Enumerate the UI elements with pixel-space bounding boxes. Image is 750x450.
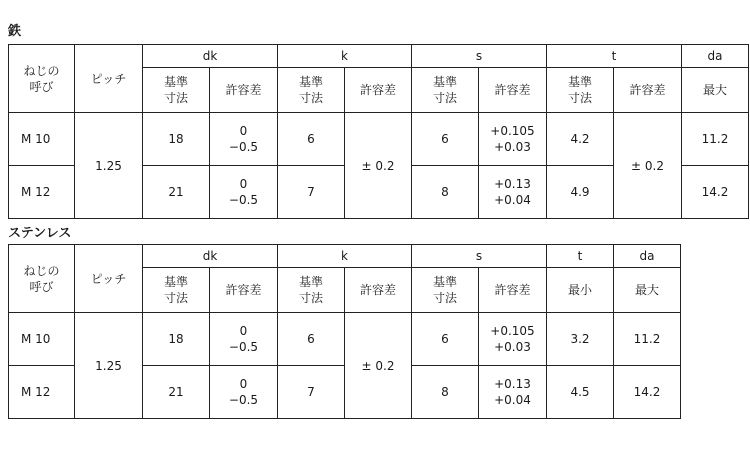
header-s: s <box>412 45 547 68</box>
dk-tolerance-cell: 0 −0.5 <box>210 113 278 166</box>
header-s-tolerance: 許容差 <box>479 268 547 313</box>
header-t-min: 最小 <box>547 268 614 313</box>
s-tolerance-cell: +0.105 +0.03 <box>479 313 547 366</box>
s-cell: 6 <box>412 113 479 166</box>
k-cell: 6 <box>278 113 345 166</box>
k-cell: 6 <box>278 313 345 366</box>
dk-tolerance-cell: 0 −0.5 <box>210 166 278 219</box>
table-row <box>9 313 681 366</box>
pitch-cell: 1.25 <box>75 313 143 419</box>
s-cell: 8 <box>412 366 479 419</box>
stainless-caption: ステンレス <box>8 226 72 241</box>
header-dk-tolerance: 許容差 <box>210 68 278 113</box>
header-dk-nominal: 基準 寸法 <box>143 68 210 113</box>
thread-size-cell: M 12 <box>9 166 75 219</box>
pitch-cell: 1.25 <box>75 113 143 219</box>
header-dk-tolerance: 許容差 <box>210 268 278 313</box>
thread-size-cell: M 10 <box>9 313 75 366</box>
header-thread-size: ねじの 呼び <box>9 45 75 113</box>
s-cell: 8 <box>412 166 479 219</box>
dk-cell: 21 <box>143 166 210 219</box>
header-da-max: 最大 <box>682 68 749 113</box>
dk-tolerance-cell: 0 −0.5 <box>210 366 278 419</box>
header-t-nominal: 基準 寸法 <box>547 68 614 113</box>
header-s-nominal: 基準 寸法 <box>412 268 479 313</box>
header-dk: dk <box>143 245 278 268</box>
t-cell: 4.9 <box>547 166 614 219</box>
s-cell: 6 <box>412 313 479 366</box>
table-row <box>9 113 749 166</box>
header-thread-size: ねじの 呼び <box>9 245 75 313</box>
k-cell: 7 <box>278 366 345 419</box>
header-k-nominal: 基準 寸法 <box>278 268 345 313</box>
dk-cell: 18 <box>143 313 210 366</box>
da-cell: 14.2 <box>682 166 749 219</box>
stainless-spec-table <box>8 244 681 419</box>
k-tolerance-cell: ± 0.2 <box>345 313 412 419</box>
header-k: k <box>278 45 412 68</box>
t-cell: 4.5 <box>547 366 614 419</box>
t-cell: 4.2 <box>547 113 614 166</box>
thread-size-cell: M 12 <box>9 366 75 419</box>
iron-spec-table <box>8 44 749 219</box>
header-dk: dk <box>143 45 278 68</box>
header-t: t <box>547 45 682 68</box>
header-s-nominal: 基準 寸法 <box>412 68 479 113</box>
header-da: da <box>614 245 681 268</box>
thread-size-cell: M 10 <box>9 113 75 166</box>
k-cell: 7 <box>278 166 345 219</box>
header-k-nominal: 基準 寸法 <box>278 68 345 113</box>
header-pitch: ピッチ <box>75 245 143 313</box>
header-da-max: 最大 <box>614 268 681 313</box>
header-da: da <box>682 45 749 68</box>
header-k-tolerance: 許容差 <box>345 268 412 313</box>
header-t: t <box>547 245 614 268</box>
dk-cell: 18 <box>143 113 210 166</box>
dk-cell: 21 <box>143 366 210 419</box>
header-dk-nominal: 基準 寸法 <box>143 268 210 313</box>
header-t-tolerance: 許容差 <box>614 68 682 113</box>
da-cell: 14.2 <box>614 366 681 419</box>
header-pitch: ピッチ <box>75 45 143 113</box>
da-cell: 11.2 <box>614 313 681 366</box>
da-cell: 11.2 <box>682 113 749 166</box>
dk-tolerance-cell: 0 −0.5 <box>210 313 278 366</box>
iron-caption: 鉄 <box>8 24 22 39</box>
s-tolerance-cell: +0.13 +0.04 <box>479 166 547 219</box>
k-tolerance-cell: ± 0.2 <box>345 113 412 219</box>
t-cell: 3.2 <box>547 313 614 366</box>
header-s-tolerance: 許容差 <box>479 68 547 113</box>
header-k-tolerance: 許容差 <box>345 68 412 113</box>
t-tolerance-cell: ± 0.2 <box>614 113 682 219</box>
header-k: k <box>278 245 412 268</box>
s-tolerance-cell: +0.13 +0.04 <box>479 366 547 419</box>
header-s: s <box>412 245 547 268</box>
s-tolerance-cell: +0.105 +0.03 <box>479 113 547 166</box>
